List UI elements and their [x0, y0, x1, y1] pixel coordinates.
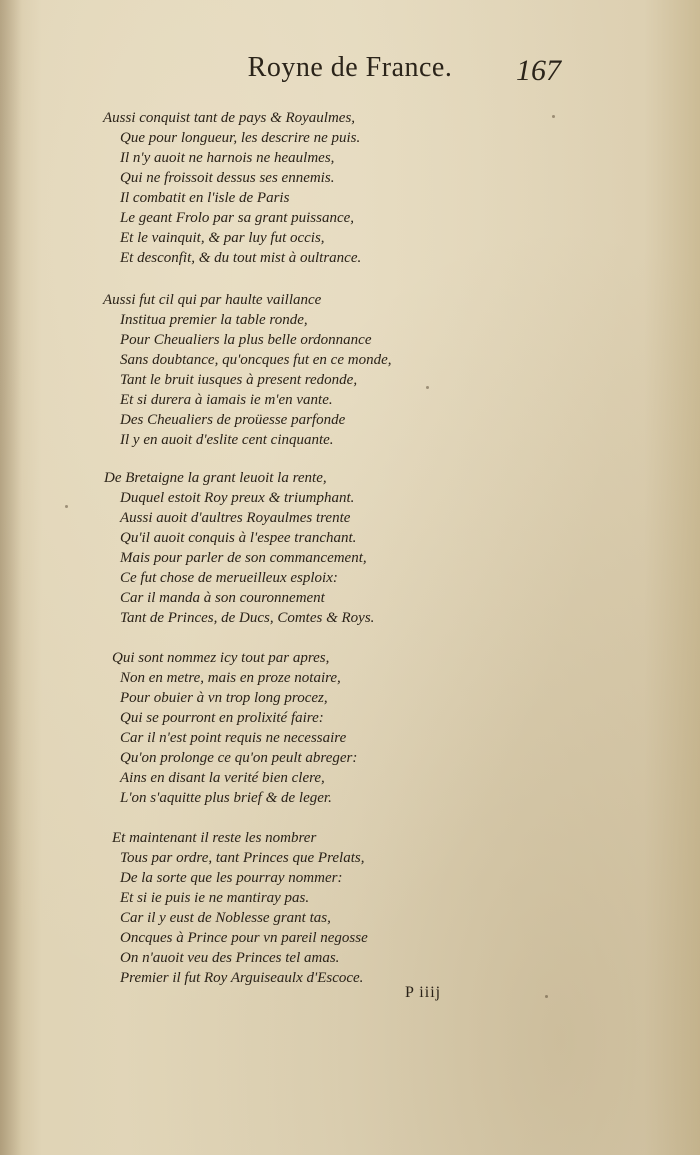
ink-speck — [65, 505, 68, 508]
verse-line: Qui sont nommez icy tout par apres, — [112, 650, 330, 666]
verse-line: Et si durera à iamais ie m'en vante. — [120, 392, 333, 408]
verse-line: Mais pour parler de son commancement, — [120, 550, 367, 566]
verse-line: De la sorte que les pourray nommer: — [120, 870, 343, 886]
verse-line: Car il n'est point requis ne necessaire — [120, 730, 347, 746]
verse-line: Car il y eust de Noblesse grant tas, — [120, 910, 331, 926]
verse-line: Et le vainquit, & par luy fut occis, — [120, 230, 325, 246]
ink-speck — [552, 115, 555, 118]
verse-line: Duquel estoit Roy preux & triumphant. — [120, 490, 355, 506]
verse-line: Pour Cheualiers la plus belle ordonnance — [120, 332, 372, 348]
verse-line: Qu'il auoit conquis à l'espee tranchant. — [120, 530, 357, 546]
verse-line: Tant de Princes, de Ducs, Comtes & Roys. — [120, 610, 375, 626]
verse-line: Des Cheualiers de proüesse parfonde — [120, 412, 346, 428]
verse-line: Aussi fut cil qui par haulte vaillance — [103, 292, 322, 308]
verse-line: Il combatit en l'isle de Paris — [120, 190, 290, 206]
running-head-title: Royne de France. — [247, 52, 453, 83]
verse-line: Aussi auoit d'aultres Royaulmes trente — [120, 510, 351, 526]
verse-line: On n'auoit veu des Princes tel amas. — [120, 950, 340, 966]
verse-line: Il y en auoit d'eslite cent cinquante. — [120, 432, 334, 448]
verse-line: Oncques à Prince pour vn pareil negosse — [120, 930, 368, 946]
verse-line: Et maintenant il reste les nombrer — [112, 830, 317, 846]
verse-line: Sans doubtance, qu'oncques fut en ce monde, — [120, 352, 392, 368]
ink-speck — [426, 386, 429, 389]
signature-mark: P iiij — [405, 984, 442, 1001]
ink-speck — [545, 995, 548, 998]
verse-line: De Bretaigne la grant leuoit la rente, — [104, 470, 327, 486]
page-number: 167 — [516, 54, 561, 87]
verse-line: Qui se pourront en prolixité faire: — [120, 710, 324, 726]
verse-line: Tant le bruit iusques à present redonde, — [120, 372, 358, 388]
verse-line: Qui ne froissoit dessus ses ennemis. — [120, 170, 335, 186]
verse-line: Pour obuier à vn trop long procez, — [120, 690, 328, 706]
verse-line: Et desconfit, & du tout mist à oultrance. — [120, 250, 362, 266]
verse-line: Et si ie puis ie ne mantiray pas. — [120, 890, 310, 906]
verse-line: Car il manda à son couronnement — [120, 590, 325, 606]
gutter-shadow — [0, 0, 22, 1155]
verse-line: Aussi conquist tant de pays & Royaulmes, — [103, 110, 356, 126]
verse-line: Institua premier la table ronde, — [120, 312, 308, 328]
verse-line: Que pour longueur, les descrire ne puis. — [120, 130, 361, 146]
verse-line: Ce fut chose de merueilleux esploix: — [120, 570, 338, 586]
verse-line: Tous par ordre, tant Princes que Prelats, — [120, 850, 365, 866]
verse-line: L'on s'aquitte plus brief & de leger. — [120, 790, 332, 806]
verse-line: Premier il fut Roy Arguiseaulx d'Escoce. — [120, 970, 364, 986]
verse-line: Qu'on prolonge ce qu'on peult abreger: — [120, 750, 358, 766]
verse-line: Non en metre, mais en proze notaire, — [120, 670, 341, 686]
verse-line: Il n'y auoit ne harnois ne heaulmes, — [120, 150, 335, 166]
verse-line: Ains en disant la verité bien clere, — [120, 770, 325, 786]
verse-line: Le geant Frolo par sa grant puissance, — [120, 210, 355, 226]
